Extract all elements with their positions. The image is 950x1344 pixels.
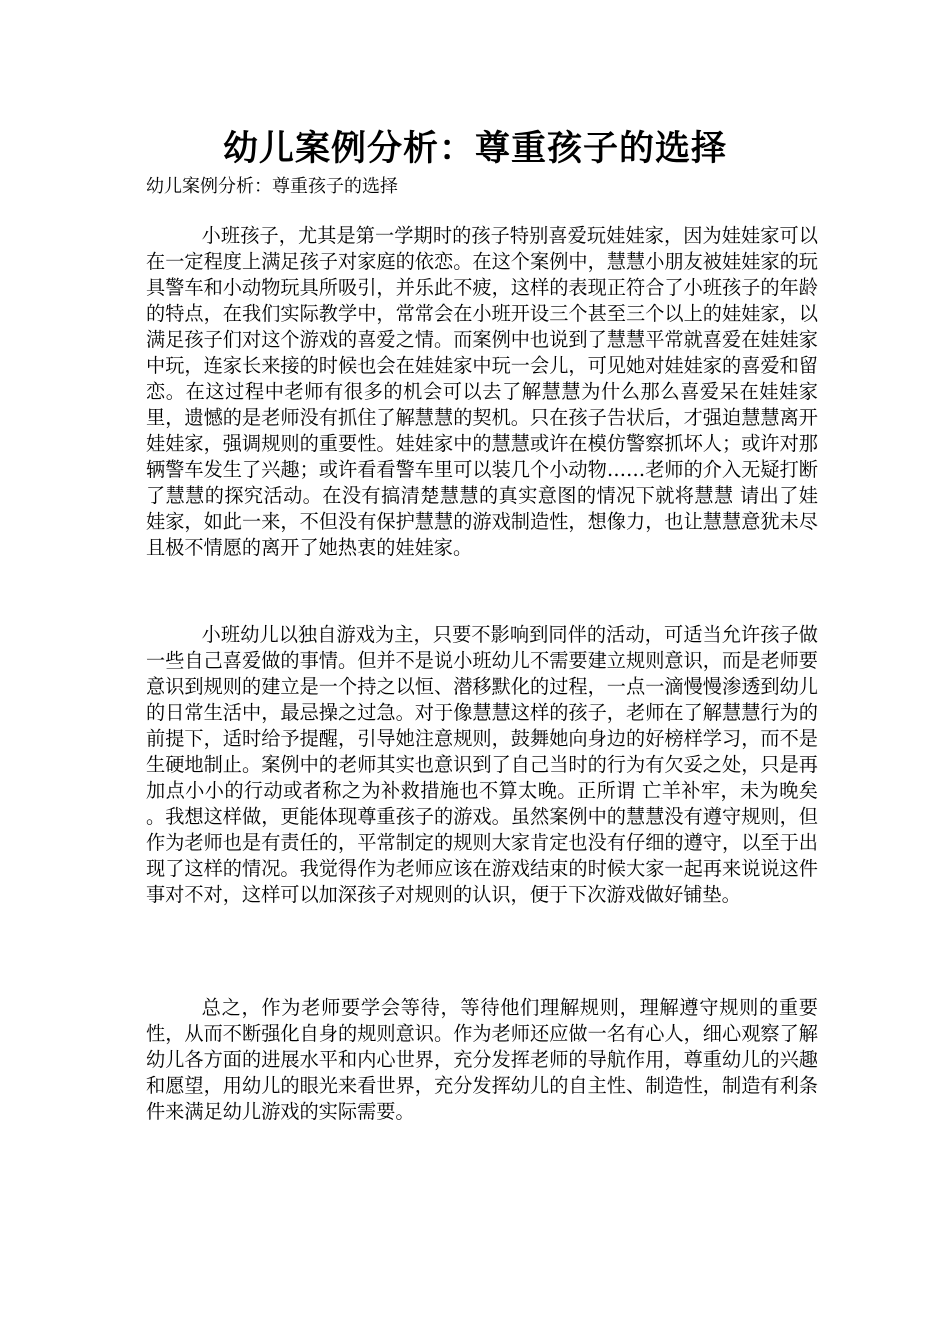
paragraph-3: 总之，作为老师要学会等待，等待他们理解规则，理解遵守规则的重要性，从而不断强化自身的规则意识。作为老师还应做一名有心人，细心观察了解幼儿各方面的进展水平和内心世界，充分发挥老师的导航作用，尊重幼儿的兴趣和愿望，用幼儿的眼光来看世界，充分发挥幼儿的自主性、制造性，制造有利条件来满足幼儿游戏的实际需要。 <box>146 996 818 1123</box>
paragraph-1: 小班孩子，尤其是第一学期时的孩子特别喜爱玩娃娃家，因为娃娃家可以在一定程度上满足孩子对家庭的依恋。在这个案例中，慧慧小朋友被娃娃家的玩具警车和小动物玩具所吸引，并乐此不疲，这样的表现正符合了小班孩子的年龄的特点，在我们实际教学中，常常会在小班开设三个甚至三个以上的娃娃家，以满足孩子们对这个游戏的喜爱之情。而案例中也说到了慧慧平常就喜爱在娃娃家中玩，连家长来接的时候也会在娃娃家中玩一会儿，可见她对娃娃家的喜爱和留恋。在这过程中老师有很多的机会可以去了解慧慧为什么那么喜爱呆在娃娃家里，遗憾的是老师没有抓住了解慧慧的契机。只在孩子告状后，才强迫慧慧离开娃娃家，强调规则的重要性。娃娃家中的慧慧或许在模仿警察抓坏人；或许对那辆警车发生了兴趣；或许看看警车里可以装几个小动物……老师的介入无疑打断了慧慧的探究活动。在没有搞清楚慧慧的真实意图的情况下就将慧慧 请出了娃娃家，如此一来，不但没有保护慧慧的游戏制造性，想像力，也让慧慧意犹未尽且极不情愿的离开了她热衷的娃娃家。 <box>146 224 818 559</box>
document-subtitle: 幼儿案例分析：尊重孩子的选择 <box>146 176 398 197</box>
document-title: 幼儿案例分析：尊重孩子的选择 <box>222 128 727 169</box>
paragraph-2: 小班幼儿以独自游戏为主，只要不影响到同伴的活动，可适当允许孩子做一些自己喜爱做的事情。但并不是说小班幼儿不需要建立规则意识，而是老师要意识到规则的建立是一个持之以恒、潜移默化的过程，一点一滴慢慢渗透到幼儿的日常生活中，最忌操之过急。对于像慧慧这样的孩子，老师在了解慧慧行为的前提下，适时给予提醒，引导她注意规则，鼓舞她向身边的好榜样学习，而不是生硬地制止。案例中的老师其实也意识到了自己当时的行为有欠妥之处，只是再加点小小的行动或者称之为补救措施也不算太晚。正所谓 亡羊补牢，未为晚矣 。我想这样做，更能体现尊重孩子的游戏。虽然案例中的慧慧没有遵守规则，但作为老师也是有责任的，平常制定的规则大家肯定也没有仔细的遵守，以至于出现了这样的情况。我觉得作为老师应该在游戏结束的时候大家一起再来说说这件事对不对，这样可以加深孩子对规则的认识，便于下次游戏做好铺垫。 <box>146 623 818 906</box>
